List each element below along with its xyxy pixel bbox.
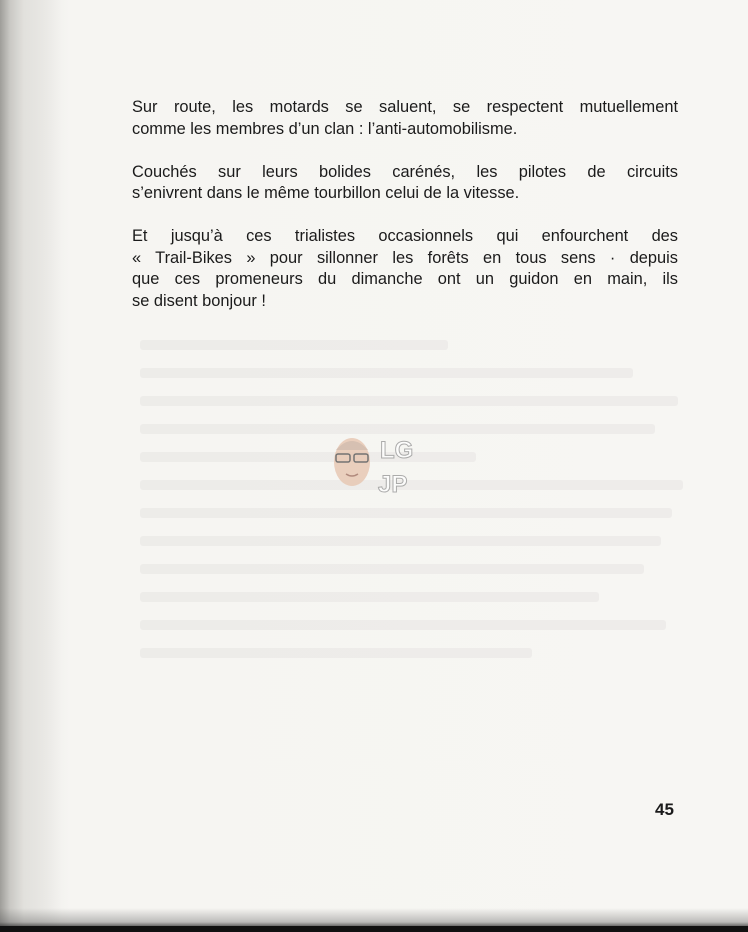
bleed-through-text (140, 340, 700, 760)
text-line: « Trail-Bikes » pour sillonner les forêts en tous sens · depuis (132, 248, 678, 267)
text-line: Sur route, les motards se saluent, se respectent mutuellement (132, 98, 678, 116)
watermark-text-top: LG (380, 437, 414, 464)
page-number: 45 (655, 800, 674, 819)
text-line: s’enivrent dans le même tourbillon celui de la vitesse. (132, 184, 520, 202)
paragraph-3 (132, 226, 678, 312)
text-line: Couchés sur leurs bolides carénés, les pilotes de circuits (132, 162, 678, 181)
body-text (132, 97, 678, 334)
text-line: Et jusqu’à ces trialistes occasionnels qui enfourchent des (132, 227, 678, 245)
paragraph-2 (132, 162, 678, 205)
paragraph-1 (132, 97, 678, 140)
text-line: que ces promeneurs du dimanche ont un guidon en main, ils (132, 270, 678, 288)
book-spine-shadow (0, 0, 62, 932)
watermark-text-bottom: JP (378, 471, 408, 498)
watermark-logo (324, 428, 424, 500)
text-line: comme les membres d’un clan : l’anti-automobilisme. (132, 119, 518, 138)
text-line: se disent bonjour ! (132, 291, 266, 310)
page-bottom-edge (0, 926, 748, 932)
